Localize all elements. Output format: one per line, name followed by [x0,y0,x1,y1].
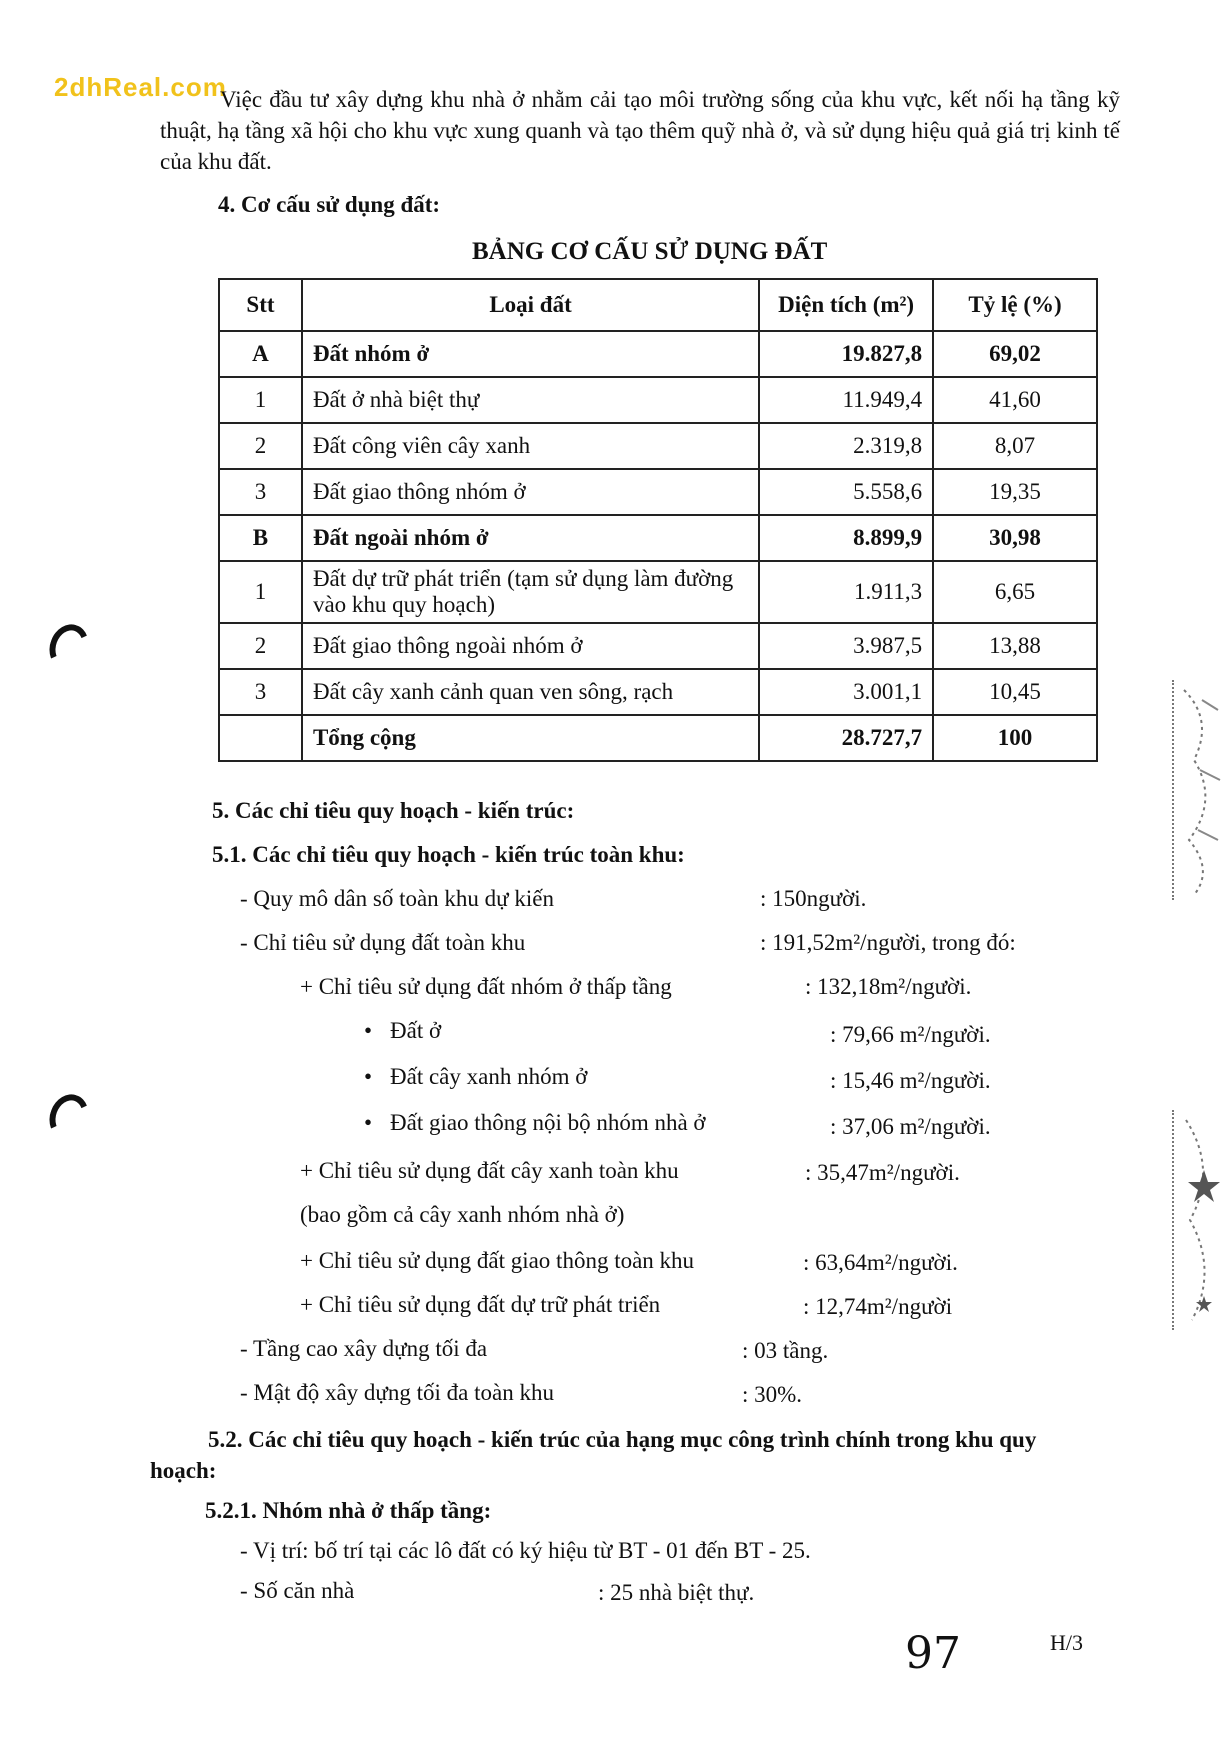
table-header-row [219,279,1097,331]
row-stt: 1 [219,377,302,423]
row-ratio: 10,45 [933,669,1097,715]
land-use-table [218,278,1098,762]
row-ratio: 30,98 [933,515,1097,561]
row-ratio: 41,60 [933,377,1097,423]
row-ratio: 6,65 [933,561,1097,623]
population-value: : 150người. [760,886,867,911]
internal-traffic-label: • Đất giao thông nội bộ nhóm nhà ở [390,1110,706,1136]
lowrise-value: : 132,18m²/người. [805,974,972,999]
header-stt: Stt [219,279,302,331]
section51-heading: 5.1. Các chỉ tiêu quy hoạch - kiến trúc toàn khu: [212,842,685,867]
houses-value: : 25 nhà biệt thự. [598,1580,755,1605]
internal-traffic-value: : 37,06 m²/người. [830,1114,991,1139]
table-row [219,669,1097,715]
table-row [219,515,1097,561]
green-group-value: : 15,46 m²/người. [830,1068,991,1093]
population-label: - Quy mô dân số toàn khu dự kiến [240,886,554,911]
row-area: 19.827,8 [759,331,933,377]
height-value: : 03 tầng. [742,1338,829,1363]
row-area: 2.319,8 [759,423,933,469]
page-number: 97 [905,1628,961,1679]
table-row [219,377,1097,423]
height-label: - Tầng cao xây dựng tối đa [240,1336,488,1361]
row-type: Đất công viên cây xanh [302,423,759,469]
row-type: Đất ngoài nhóm ở [302,515,759,561]
row-stt: 2 [219,423,302,469]
green-total-note: (bao gồm cả cây xanh nhóm nhà ở) [300,1202,625,1227]
table-row [219,623,1097,669]
header-area: Diện tích (m²) [759,279,933,331]
green-total-label: + Chỉ tiêu sử dụng đất cây xanh toàn khu [300,1158,679,1183]
density-label: - Mật độ xây dựng tối đa toàn khu [240,1380,554,1405]
section4-heading: 4. Cơ cấu sử dụng đất: [218,192,441,217]
location-text: - Vị trí: bố trí tại các lô đất có ký hiệu từ BT - 01 đến BT - 25. [240,1538,811,1563]
row-area: 28.727,7 [759,715,933,761]
reserve-label: + Chỉ tiêu sử dụng đất dự trữ phát triển [300,1292,661,1317]
row-type: Đất cây xanh cảnh quan ven sông, rạch [302,669,759,715]
row-stt: 3 [219,469,302,515]
table-total-row [219,715,1097,761]
row-ratio: 8,07 [933,423,1097,469]
landuse-value: : 191,52m²/người, trong đó: [760,930,1016,955]
residential-label: • Đất ở [390,1018,441,1044]
row-type: Đất dự trữ phát triển (tạm sử dụng làm đường vào khu quy hoạch) [302,561,759,623]
header-ratio: Tỷ lệ (%) [933,279,1097,331]
row-stt [219,715,302,761]
row-area: 11.949,4 [759,377,933,423]
intro-paragraph [160,84,1120,177]
green-group-label: • Đất cây xanh nhóm ở [390,1064,587,1090]
intro-text: Việc đầu tư xây dựng khu nhà ở nhằm cải tạo môi trường sống của khu vực, kết nối hạ tầng kỹ thuật, hạ tầng xã hội cho khu vực xung quanh và tạo thêm quỹ nhà ở, và sử dụng hiệu quả giá trị kinh tế của khu đất. [160,87,1120,174]
row-ratio: 100 [933,715,1097,761]
houses-label: - Số căn nhà [240,1578,355,1603]
section521-heading: 5.2.1. Nhóm nhà ở thấp tầng: [205,1498,492,1523]
row-type: Đất giao thông nhóm ở [302,469,759,515]
traffic-total-value: : 63,64m²/người. [803,1250,958,1275]
row-type: Tổng cộng [302,715,759,761]
traffic-total-label: + Chỉ tiêu sử dụng đất giao thông toàn khu [300,1248,695,1273]
row-area: 3.987,5 [759,623,933,669]
row-type: Đất nhóm ở [302,331,759,377]
residential-value: : 79,66 m²/người. [830,1022,991,1047]
table-row [219,423,1097,469]
row-ratio: 69,02 [933,331,1097,377]
table-title: BẢNG CƠ CẤU SỬ DỤNG ĐẤT [472,238,828,265]
row-area: 5.558,6 [759,469,933,515]
punch-hole-mark [43,1089,94,1145]
row-ratio: 13,88 [933,623,1097,669]
row-ratio: 19,35 [933,469,1097,515]
table-row [219,561,1097,623]
row-area: 3.001,1 [759,669,933,715]
row-area: 8.899,9 [759,515,933,561]
row-area: 1.911,3 [759,561,933,623]
page-initial: H/3 [1050,1630,1083,1655]
row-stt: 3 [219,669,302,715]
table-row [219,469,1097,515]
row-stt: A [219,331,302,377]
watermark-logo: 2dhReal.com [54,72,227,102]
table-row [219,331,1097,377]
seal-stamp-fragment [1172,680,1224,900]
header-type: Loại đất [302,279,759,331]
row-stt: 2 [219,623,302,669]
row-stt: 1 [219,561,302,623]
section52-heading: 5.2. Các chỉ tiêu quy hoạch - kiến trúc của hạng mục công trình chính trong khu quy hoạch: [150,1427,1037,1483]
row-stt: B [219,515,302,561]
seal-stamp-fragment [1172,1110,1224,1330]
landuse-label: - Chỉ tiêu sử dụng đất toàn khu [240,930,526,955]
punch-hole-mark [43,619,94,675]
green-total-value: : 35,47m²/người. [805,1160,960,1185]
section5-heading: 5. Các chỉ tiêu quy hoạch - kiến trúc: [212,798,575,823]
row-type: Đất giao thông ngoài nhóm ở [302,623,759,669]
lowrise-label: + Chỉ tiêu sử dụng đất nhóm ở thấp tầng [300,974,672,999]
density-value: : 30%. [742,1382,803,1407]
row-type: Đất ở nhà biệt thự [302,377,759,423]
reserve-value: : 12,74m²/người [803,1294,953,1319]
